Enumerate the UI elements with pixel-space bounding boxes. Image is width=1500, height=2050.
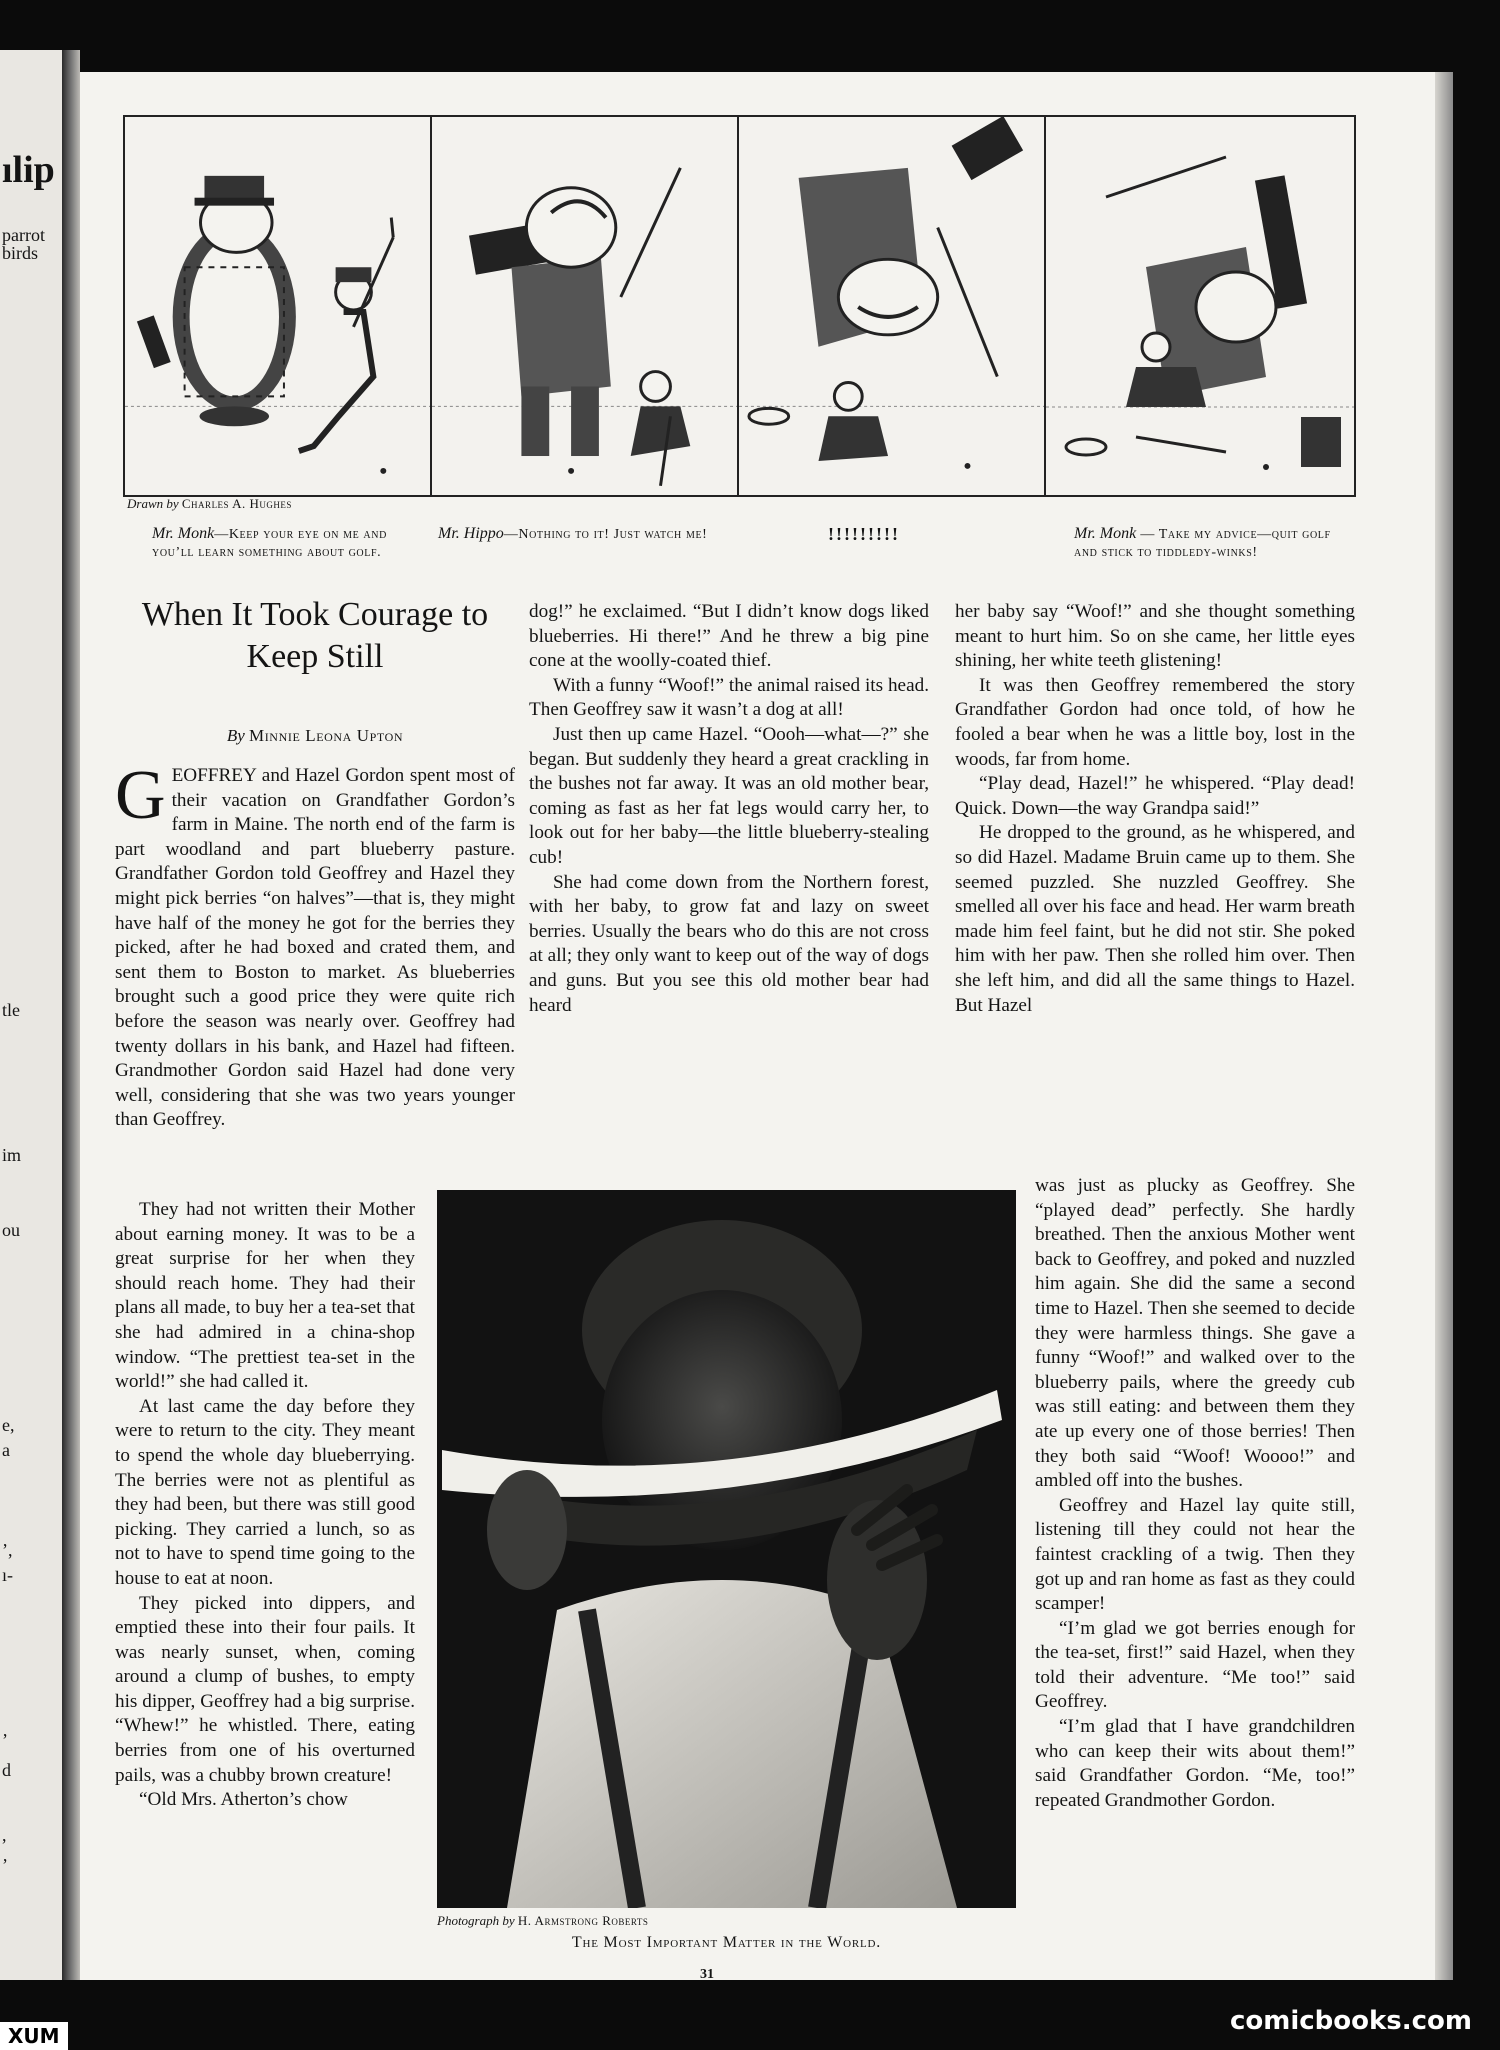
comic-caption-2: [438, 525, 708, 544]
paragraph: [115, 764, 515, 1133]
paragraph: Just then up came Hazel. “Oooh—what—?” she began. But suddenly they heard a great crackling in the bushes not far away. It was an old mother bear, coming as fast as her fat legs would carry her, to look out for her baby—the little blueberry-stealing cub!: [529, 723, 929, 868]
book-spine-shadow: [62, 50, 80, 1980]
article-column-3: [955, 600, 1355, 1174]
comic-panel-2: [432, 117, 739, 495]
hippo-falling-illustration: [739, 117, 1044, 495]
comic-panel-1: [125, 117, 432, 495]
paragraph: “Old Mrs. Atherton’s chow: [139, 1789, 348, 1811]
article-byline: [115, 726, 515, 746]
caption-speaker: Mr. Hippo: [438, 525, 504, 542]
corner-tag: XUM: [0, 2022, 68, 2050]
edge-fragment: d: [2, 1760, 11, 1780]
caption-text: —Keep your eye on me and you’ll learn something about golf.: [152, 527, 387, 560]
photo-credit: [437, 1913, 648, 1929]
edge-fragment: ı-: [2, 1565, 13, 1585]
edge-fragment: ’: [2, 1730, 8, 1750]
site-watermark: comicbooks.com: [1229, 2006, 1472, 2036]
edge-fragment: tle: [2, 1000, 20, 1020]
byline-author: Minnie Leona Upton: [249, 726, 404, 745]
hippo-and-monk-teeing-off-illustration: [125, 117, 430, 495]
edge-fragment: im: [2, 1145, 22, 1165]
comic-credit-prefix: Drawn by: [127, 496, 179, 511]
caption-text: —Nothing to it! Just watch me!: [503, 527, 708, 542]
edge-fragment: birds: [2, 243, 38, 263]
paragraph: They picked into dippers, and emptied these into their four pails. It was nearly sunset, when, coming around a clump of bushes, to empty his dipper, Geoffrey had a big surprise. “Whew!” he whistled. There, eating berries from one of his overturned pails, was a chubby brown creature!: [115, 1592, 415, 1786]
page-edge-shadow: [1435, 72, 1453, 1980]
comic-caption-3: [828, 525, 988, 543]
comic-credit: [127, 496, 292, 512]
comic-caption-1: [152, 525, 397, 562]
edge-fragment: a: [2, 1440, 10, 1460]
paragraph: “Play dead, Hazel!” he whispered. “Play dead! Quick. Down—the way Grandpa said!”: [955, 773, 1355, 819]
paragraph: “I’m glad we got berries enough for the tea-set, first!” said Hazel, when they told their adventure. “Me too!” said Geoffrey.: [1035, 1617, 1355, 1713]
edge-fragment: ılip: [2, 149, 55, 191]
paragraph: She had come down from the Northern forest, with her baby, to grow fat and lazy on sweet berries. Usually the bears who do this are not cross at all; they only want to keep out of the way of dogs and guns. But you see this old mother bear had heard: [529, 871, 929, 1016]
photo-credit-name: H. Armstrong Roberts: [517, 1913, 649, 1928]
edge-fragment: e,: [2, 1415, 15, 1435]
paragraph: They had not written their Mother about earning money. It was to be a great surprise for her when they should reach home. They had their plans all made, to buy her a tea-set that she had admired in a china-shop window. “The prettiest tea-set in the world!” she had called it.: [115, 1199, 415, 1393]
paragraph-text: EOFFREY and Hazel Gordon spent most of their vacation on Grandfather Gordon’s farm in Maine. The north end of the farm is part woodland and part blueberry pasture. Grandfather Gordon told Geoffrey and Hazel they might pick berries “on halves”—that is, they might have half of the money he got for the berries they picked, after he had boxed and crated them, and sent them to Boston to market. As blueberries brought such a good price they were quite rich before the season was nearly over. Geoffrey had twenty dollars in his bank, and Hazel had fifteen. Grandmother Gordon said Hazel had done very well, considering that she was two years younger than Geoffrey.: [115, 765, 515, 1131]
hippo-laughing-illustration: [432, 117, 737, 495]
paragraph: It was then Geoffrey remembered the story Grandfather Gordon had once told, of how he fooled a bear when he was a little boy, lost in the woods, far from home.: [955, 674, 1355, 770]
edge-fragment: ’: [2, 1855, 8, 1875]
article-title: When It Took Courage to Keep Still: [141, 596, 489, 675]
paragraph: was just as plucky as Geoffrey. She “played dead” perfectly. She hardly breathed. Then the anxious Mother went back to Geoffrey, and poked and nuzzled him again. She did the same a second time to Hazel. Then she seemed to decide they were harmless things. She gave a funny “Woof!” and walked over to the blueberry pails, where the greedy cub was still eating: and between them they ate up every one of those berries! Then they both said “Woof! Woooo!” and ambled off into the bushes.: [1035, 1175, 1355, 1492]
photo-credit-prefix: Photograph by: [437, 1913, 515, 1928]
edge-fragment: ’,: [2, 1540, 13, 1560]
edge-fragment: parrot: [2, 225, 45, 245]
caption-text: — Take my advice—quit golf and stick to tiddledy-winks!: [1074, 527, 1331, 560]
paragraph: “I’m glad that I have grandchildren who can keep their wits about them!” said Grandfather Gordon. “Me, too!” repeated Grandmother Gordon.: [1035, 1716, 1355, 1811]
paragraph: With a funny “Woof!” the animal raised its head. Then Geoffrey saw it wasn’t a dog at all!: [529, 674, 929, 721]
article-column-1-bottom: [115, 1198, 415, 1978]
byline-prefix: By: [226, 726, 245, 745]
paragraph: Geoffrey and Hazel lay quite still, listening till they could not hear the faintest crackling of a twig. Then they got up and ran home as fast as they could scamper!: [1035, 1494, 1355, 1615]
paragraph: He dropped to the ground, as he whispered, and so did Hazel. Madame Bruin came up to them. She seemed puzzled. She nuzzled Geoffrey. She smelled all over his face and head. Her warm breath made him feel faint, but he did not stir. She poked him with her paw. Then she rolled him over. Then she left him, and did all the same things to Hazel. But Hazel: [955, 822, 1355, 1016]
photo-caption: The Most Important Matter in the World.: [571, 1934, 882, 1951]
caption-speaker: Mr. Monk: [1074, 525, 1137, 542]
comic-panel-3: [739, 117, 1046, 495]
boy-eating-watermelon-photo: [437, 1190, 1016, 1908]
comic-credit-name: Charles A. Hughes: [181, 496, 292, 511]
edge-fragment: ou: [2, 1220, 20, 1240]
photo-illustration: [437, 1190, 1016, 1908]
comic-panel-4: [1046, 117, 1354, 495]
drop-cap: G: [115, 764, 166, 834]
article-column-2: [529, 600, 929, 1174]
edge-fragment: ,: [2, 1825, 7, 1845]
article-column-4: [1035, 1174, 1355, 1964]
page-number: 31: [700, 1967, 714, 1982]
article-column-1-top: [115, 764, 515, 1190]
caption-speaker: Mr. Monk: [152, 525, 215, 542]
comic-strip: [123, 115, 1356, 497]
adjacent-page-edge: [0, 50, 62, 1980]
caption-text: !!!!!!!!!: [828, 524, 900, 544]
paragraph: At last came the day before they were to return to the city. They meant to spend the whole day blueberrying. The berries were not as plentiful as they had been, but there was still good picking. They carried a lunch, so as not to have to spend time going to the house to eat at noon.: [115, 1395, 415, 1589]
comic-caption-4: [1074, 525, 1344, 562]
paragraph: dog!” he exclaimed. “But I didn’t know dogs liked blueberries. Hi there!” And he threw a big pine cone at the woolly-coated thief.: [529, 601, 929, 672]
hippo-and-monk-tangled-illustration: [1046, 117, 1354, 495]
paragraph: her baby say “Woof!” and she thought something meant to hurt him. So on she came, her little eyes shining, her white teeth glistening!: [955, 601, 1355, 672]
magazine-page: [80, 72, 1435, 1980]
